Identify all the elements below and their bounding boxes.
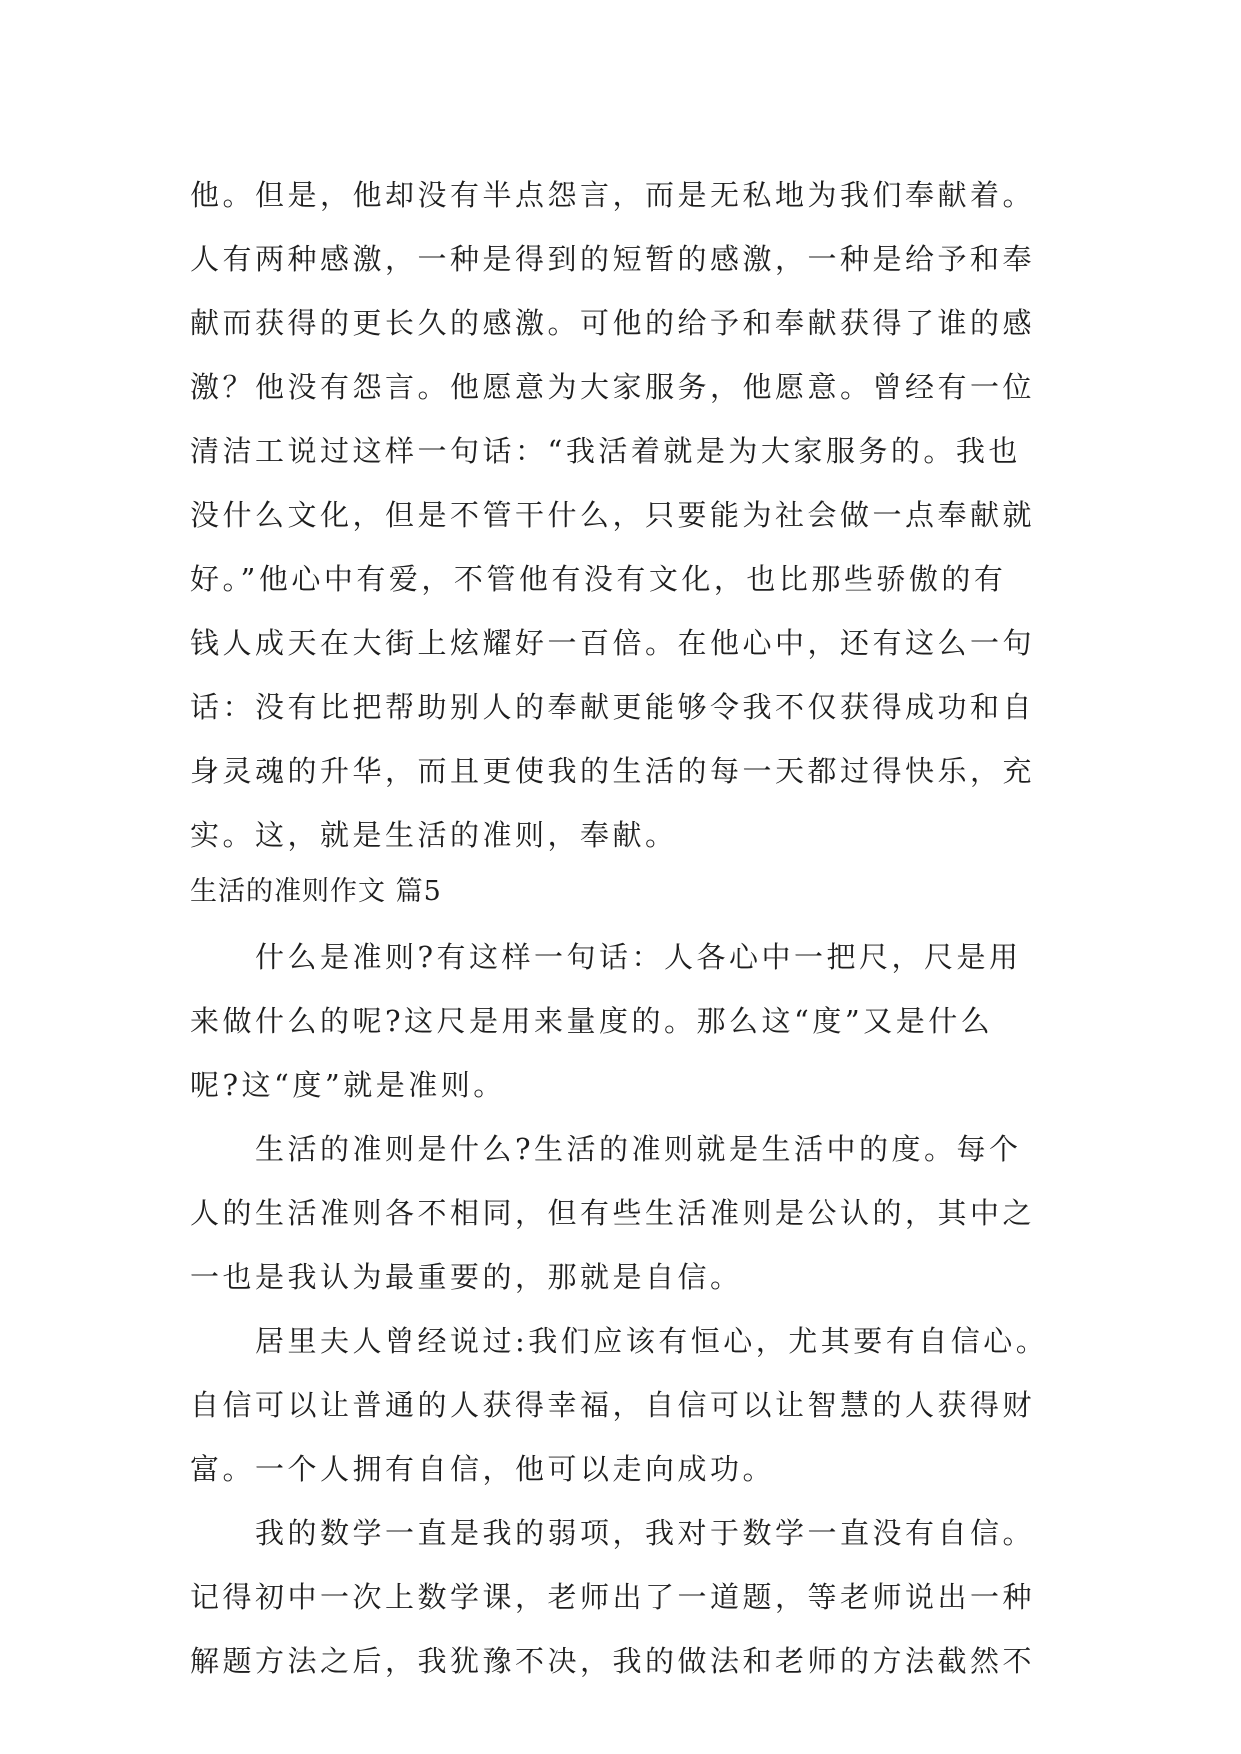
document-body <box>190 163 1070 1693</box>
text-line: 人的生活准则各不相同，但有些生活准则是公认的，其中之 <box>190 1196 1036 1230</box>
paragraph-first-line: 居里夫人曾经说过:我们应该有恒心，尤其要有自信心。 <box>255 1324 1049 1358</box>
text-line: 话：没有比把帮助别人的奉献更能够令我不仅获得成功和自 <box>190 690 1036 724</box>
text-line: 清洁工说过这样一句话：“我活着就是为大家服务的。我也 <box>190 434 1021 468</box>
text-line: 身灵魂的升华，而且更使我的生活的每一天都过得快乐，充 <box>190 754 1036 788</box>
paragraph-first-line: 我的数学一直是我的弱项，我对于数学一直没有自信。 <box>255 1516 1036 1550</box>
text-line: 钱人成天在大街上炫耀好一百倍。在他心中，还有这么一句 <box>190 626 1036 660</box>
paragraph-first-line: 什么是准则?有这样一句话：人各心中一把尺，尺是用 <box>255 940 1022 974</box>
text-line: 解题方法之后，我犹豫不决，我的做法和老师的方法截然不 <box>190 1644 1036 1678</box>
text-line: 一也是我认为最重要的，那就是自信。 <box>190 1260 743 1294</box>
text-line: 自信可以让普通的人获得幸福，自信可以让智慧的人获得财 <box>190 1388 1036 1422</box>
text-line: 呢?这“度”就是准则。 <box>190 1068 506 1102</box>
text-line: 人有两种感激，一种是得到的短暂的感激，一种是给予和奉 <box>190 242 1036 276</box>
text-line: 来做什么的呢?这尺是用来量度的。那么这“度”又是什么 <box>190 1004 994 1038</box>
text-line: 实。这，就是生活的准则，奉献。 <box>190 818 678 852</box>
text-line: 他。但是，他却没有半点怨言，而是无私地为我们奉献着。 <box>190 178 1036 212</box>
text-line: 富。一个人拥有自信，他可以走向成功。 <box>190 1452 776 1486</box>
text-line: 记得初中一次上数学课，老师出了一道题，等老师说出一种 <box>190 1580 1036 1614</box>
paragraph-first-line: 生活的准则是什么?生活的准则就是生活中的度。每个 <box>255 1132 1022 1166</box>
text-line: 好。”他心中有爱，不管他有没有文化，也比那些骄傲的有 <box>190 562 1007 596</box>
section-heading: 生活的准则作文 篇5 <box>190 876 442 907</box>
text-line: 激？他没有怨言。他愿意为大家服务，他愿意。曾经有一位 <box>190 370 1036 404</box>
text-line: 献而获得的更长久的感激。可他的给予和奉献获得了谁的感 <box>190 306 1036 340</box>
text-line: 没什么文化，但是不管干什么，只要能为社会做一点奉献就 <box>190 498 1036 532</box>
